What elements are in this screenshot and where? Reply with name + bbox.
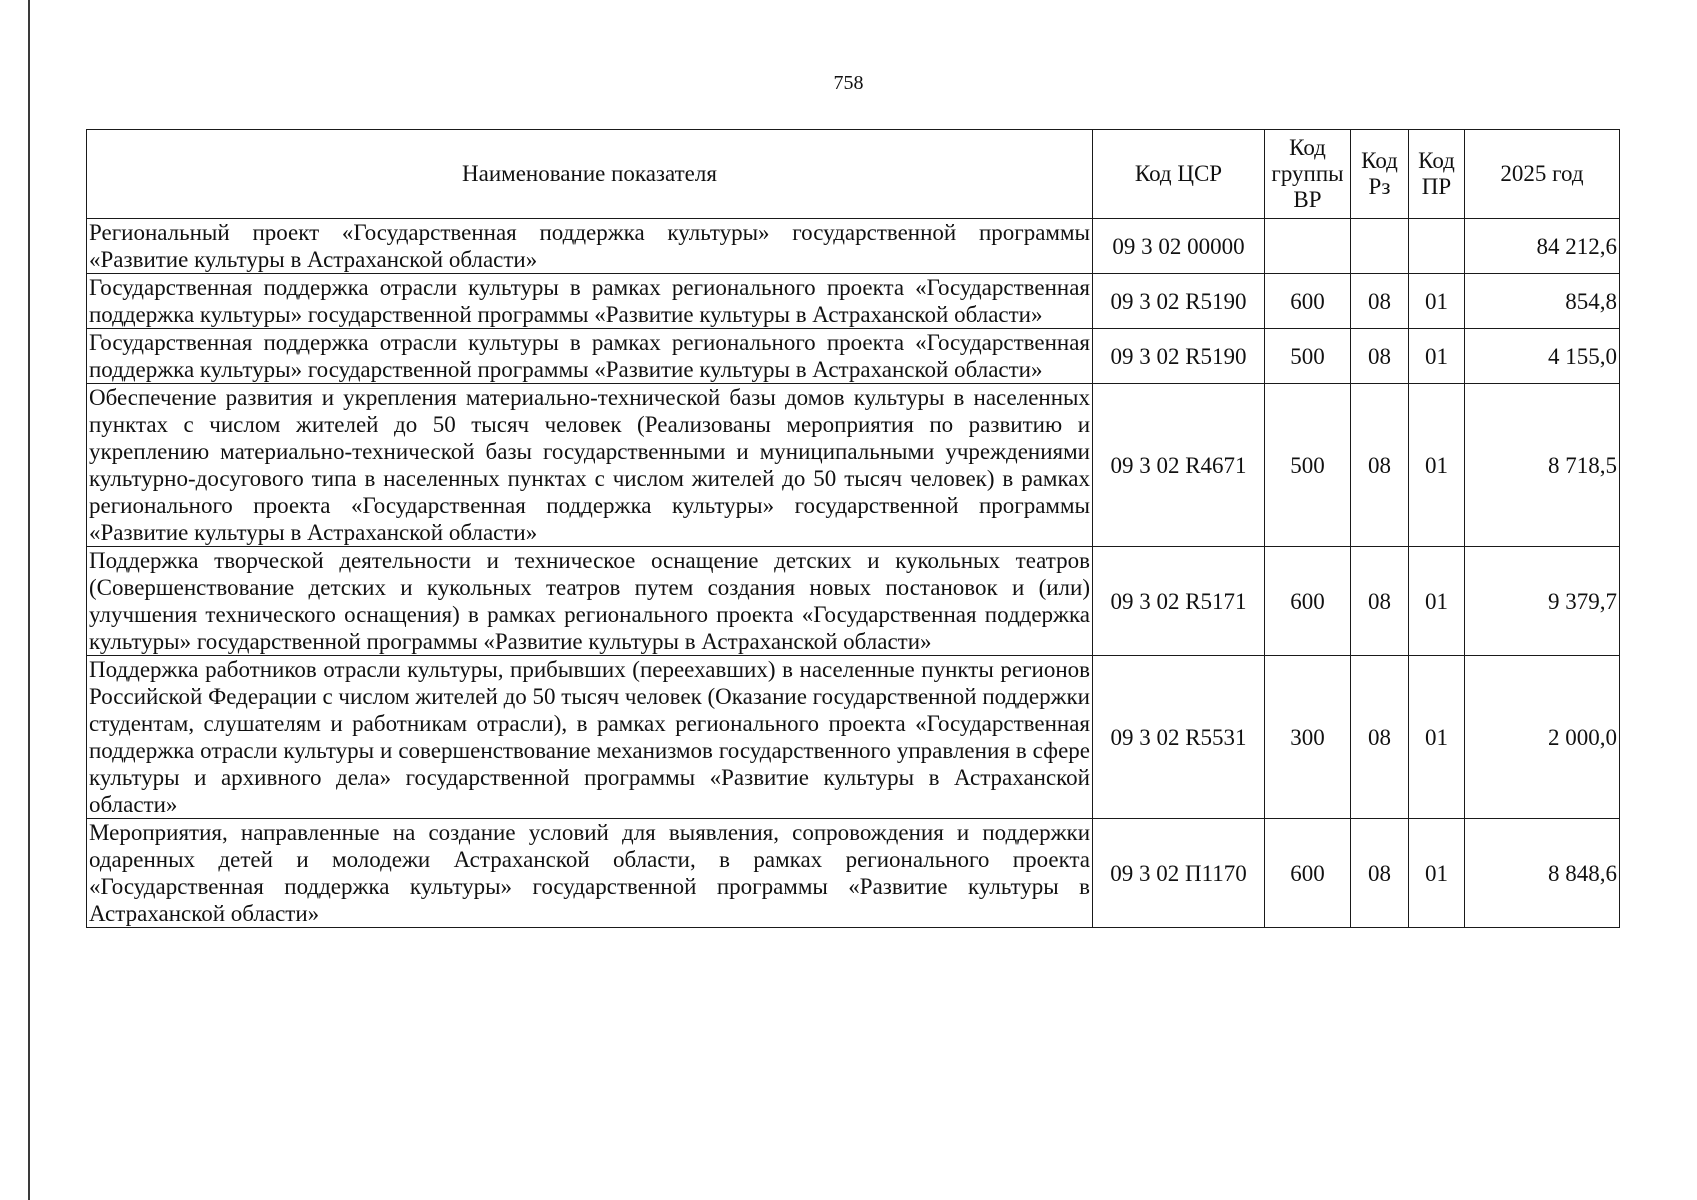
row-csr: 09 3 02 R4671: [1093, 384, 1265, 547]
row-vr: 600: [1265, 274, 1351, 329]
row-rz: 08: [1351, 274, 1409, 329]
row-csr: 09 3 02 П1170: [1093, 819, 1265, 928]
table-row: [87, 547, 1620, 656]
row-csr: 09 3 02 R5531: [1093, 656, 1265, 819]
row-vr: 300: [1265, 656, 1351, 819]
row-name: Поддержка творческой деятельности и техническое оснащение детских и кукольных театров (Совершенствование детских и кукольных театров путем создания новых постановок и (или) улучшения технического оснащения) в рамках регионального проекта «Государственная поддержка культуры» государственной программы «Развитие культуры в Астраханской области»: [87, 547, 1093, 656]
row-amount: 4 155,0: [1465, 329, 1620, 384]
row-pr: 01: [1409, 819, 1465, 928]
row-vr: 600: [1265, 547, 1351, 656]
row-rz: 08: [1351, 329, 1409, 384]
header-csr: Код ЦСР: [1093, 130, 1265, 219]
row-amount: 8 848,6: [1465, 819, 1620, 928]
table-row: [87, 384, 1620, 547]
header-name: Наименование показателя: [87, 130, 1093, 219]
row-vr: [1265, 219, 1351, 274]
table-row: [87, 819, 1620, 928]
row-amount: 2 000,0: [1465, 656, 1620, 819]
row-name: Региональный проект «Государственная поддержка культуры» государственной программы «Развитие культуры в Астраханской области»: [87, 219, 1093, 274]
row-name: Обеспечение развития и укрепления материально-технической базы домов культуры в населенных пунктах с числом жителей до 50 тысяч человек (Реализованы мероприятия по развитию и укреплению материально-технической базы государственными и муниципальными учреждениями культурно-досугового типа в населенных пунктах с числом жителей до 50 тысяч человек) в рамках регионального проекта «Государственная поддержка культуры» государственной программы «Развитие культуры в Астраханской области»: [87, 384, 1093, 547]
row-rz: 08: [1351, 656, 1409, 819]
row-vr: 500: [1265, 384, 1351, 547]
row-name: Государственная поддержка отрасли культуры в рамках регионального проекта «Государственная поддержка культуры» государственной программы «Развитие культуры в Астраханской области»: [87, 329, 1093, 384]
row-csr: 09 3 02 R5190: [1093, 274, 1265, 329]
budget-table: [86, 129, 1620, 928]
row-pr: 01: [1409, 656, 1465, 819]
row-pr: [1409, 219, 1465, 274]
row-amount: 9 379,7: [1465, 547, 1620, 656]
table-row: [87, 219, 1620, 274]
row-name: Государственная поддержка отрасли культуры в рамках регионального проекта «Государственная поддержка культуры» государственной программы «Развитие культуры в Астраханской области»: [87, 274, 1093, 329]
page-binding-edge: [28, 0, 30, 1200]
table-row: [87, 274, 1620, 329]
row-rz: 08: [1351, 819, 1409, 928]
row-pr: 01: [1409, 274, 1465, 329]
header-vr: Код группы ВР: [1265, 130, 1351, 219]
row-csr: 09 3 02 R5190: [1093, 329, 1265, 384]
row-csr: 09 3 02 R5171: [1093, 547, 1265, 656]
row-vr: 500: [1265, 329, 1351, 384]
row-name: Мероприятия, направленные на создание условий для выявления, сопровождения и поддержки одаренных детей и молодежи Астраханской области, в рамках регионального проекта «Государственная поддержка культуры» государственной программы «Развитие культуры в Астраханской области»: [87, 819, 1093, 928]
row-rz: 08: [1351, 547, 1409, 656]
row-rz: [1351, 219, 1409, 274]
row-amount: 854,8: [1465, 274, 1620, 329]
row-pr: 01: [1409, 547, 1465, 656]
row-vr: 600: [1265, 819, 1351, 928]
row-pr: 01: [1409, 329, 1465, 384]
table-row: [87, 329, 1620, 384]
header-rz: Код Рз: [1351, 130, 1409, 219]
header-pr: Код ПР: [1409, 130, 1465, 219]
row-pr: 01: [1409, 384, 1465, 547]
table-header-row: [87, 130, 1620, 219]
row-csr: 09 3 02 00000: [1093, 219, 1265, 274]
page-number: 758: [833, 72, 864, 94]
row-rz: 08: [1351, 384, 1409, 547]
row-amount: 8 718,5: [1465, 384, 1620, 547]
row-amount: 84 212,6: [1465, 219, 1620, 274]
table-row: [87, 656, 1620, 819]
header-year: 2025 год: [1465, 130, 1620, 219]
row-name: Поддержка работников отрасли культуры, прибывших (переехавших) в населенные пункты регионов Российской Федерации с числом жителей до 50 тысяч человек (Оказание государственной поддержки студентам, слушателям и работникам отрасли), в рамках регионального проекта «Государственная поддержка отрасли культуры и совершенствование механизмов государственного управления в сфере культуры и архивного дела» государственной программы «Развитие культуры в Астраханской области»: [87, 656, 1093, 819]
